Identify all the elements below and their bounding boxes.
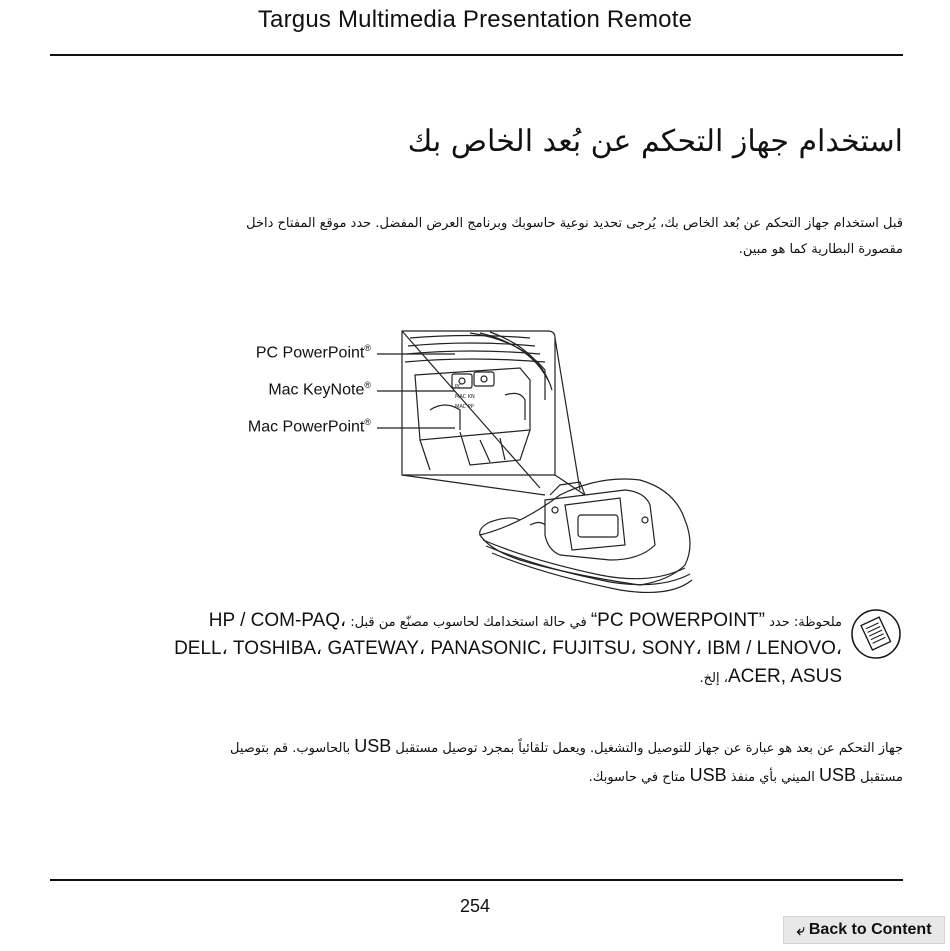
usb-term-2: USB <box>819 765 857 785</box>
intro-paragraph: قبل استخدام جهاز التحكم عن بُعد الخاص بك، يُرجى تحديد نوعية حاسوبك وبرنامج العرض المفضل. حدد موقع المفتاح داخل مقصورة البطارية كما هو مبين. <box>246 216 903 257</box>
label-pc-powerpoint: PC PowerPoint® <box>255 343 371 362</box>
switch-mark-pc: PC <box>455 384 462 390</box>
usb-text-1: جهاز التحكم عن بعد هو عبارة عن جهاز للتوصيل والتشغيل. ويعمل تلقائياً بمجرد توصيل مستقبل <box>395 741 903 756</box>
note-brands: HP / COM-PAQ، DELL، TOSHIBA، GATEWAY، PANASONIC، FUJITSU، SONY، IBM / LENOVO، ACER, ASUS <box>174 610 842 687</box>
usb-term-1: USB <box>354 736 392 756</box>
note-setting: “PC POWERPOINT” <box>590 610 765 631</box>
label-mac-keynote: Mac KeyNote® <box>268 380 371 399</box>
note-icon <box>850 608 902 660</box>
note-middle: في حالة استخدامك لحاسوب مصنّع من قبل: <box>350 615 587 630</box>
label-mac-powerpoint: Mac PowerPoint® <box>247 417 371 436</box>
usb-paragraph <box>213 733 903 791</box>
document-header-title: Targus Multimedia Presentation Remote <box>257 6 693 33</box>
section-title: استخدام جهاز التحكم عن بُعد الخاص بك <box>407 124 903 159</box>
usb-text-2: بالحاسوب. قم بتوصيل مستقبل <box>230 741 903 785</box>
back-to-content-button[interactable] <box>783 916 945 944</box>
note-paragraph <box>162 608 842 692</box>
switch-mark-mac-kn: MAC KN <box>455 394 475 400</box>
page-number: 254 <box>459 896 491 916</box>
usb-term-3: USB <box>689 765 727 785</box>
note-prefix: ملحوظة: حدد <box>769 615 842 630</box>
usb-text-4: متاح في حاسوبك. <box>588 770 686 785</box>
remote-body <box>480 479 692 592</box>
note-suffix: ، إلخ. <box>699 671 728 686</box>
footer-divider <box>50 879 903 881</box>
back-arrow-icon: ⤶ <box>796 921 805 939</box>
usb-text-3: الميني بأي منفذ <box>730 770 815 785</box>
back-to-content-label: Back to Content <box>808 921 932 938</box>
switch-mark-mac-pp: MAC PP <box>455 404 474 410</box>
